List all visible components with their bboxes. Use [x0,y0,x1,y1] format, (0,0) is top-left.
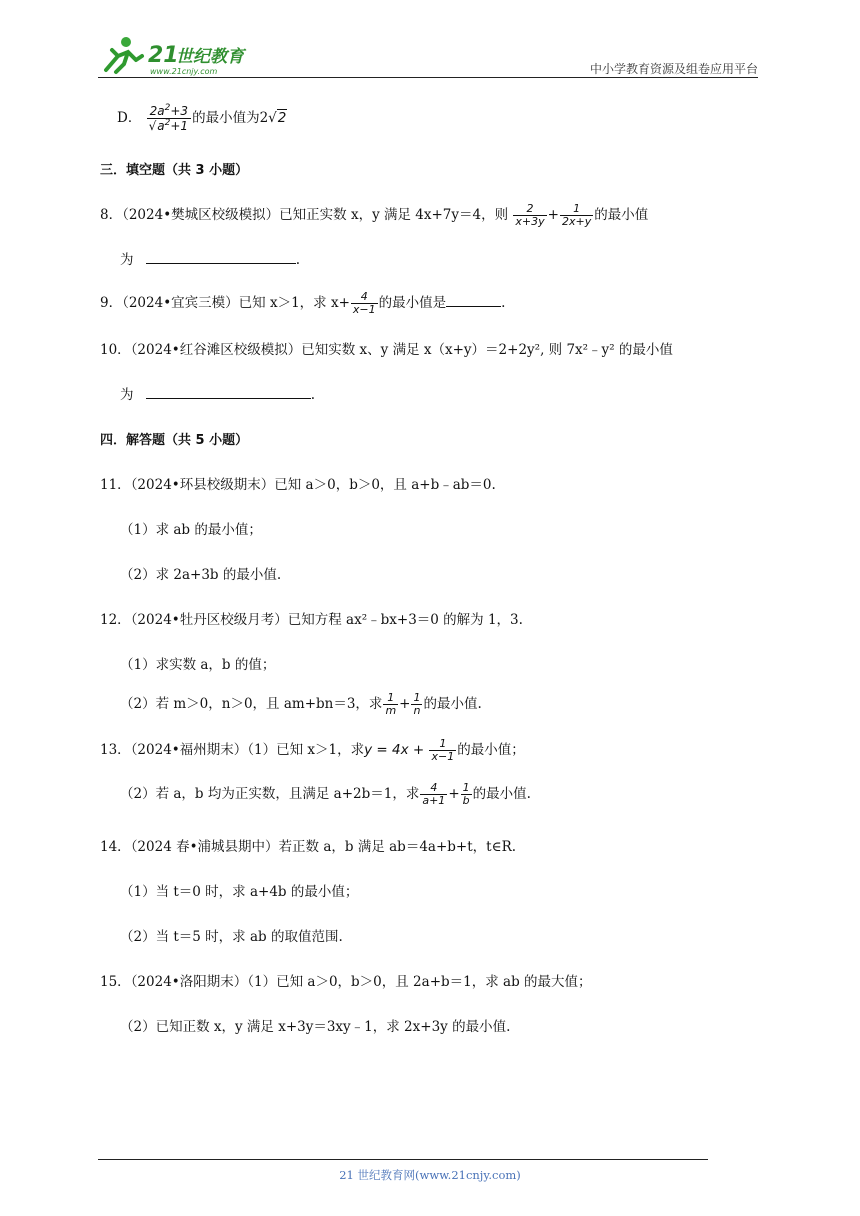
q8-text: 已知正实数 x，y 满足 4x+7y＝4，则 [279,207,509,224]
q8-answer-blank[interactable] [146,250,296,264]
q13-part-2-text: （2）若 a，b 均为正实数，且满足 a+2b＝1，求 [120,786,420,803]
question-8: 8．（2024•樊城区校级模拟）已知正实数 x，y 满足 4x+7y＝4，则 $\frac{2}{x+3y}$ + $\frac{1}{2x+y}$ 的最小值 [100,202,649,229]
q10-number: 10． [100,342,131,358]
q13-fraction: $\frac{1}{x-1}$ [431,737,455,764]
q14-source: （2024 春•浦城县期中） [130,839,279,855]
q9-fraction: $\frac{4}{x-1}$ [352,290,376,317]
q12-fraction-2: $\frac{1}{n}$ [413,691,421,718]
q9-answer-blank[interactable] [446,293,501,307]
q8-fraction-1: $\frac{2}{x+3y}$ [515,202,545,229]
question-8-line2: 为 . [120,252,301,268]
q13-part-2: （2）若 a，b 均为正实数，且满足 a+2b＝1，求 $\frac{4}{a+1}$ + $\frac{1}{b}$ 的最小值. [120,781,531,808]
q12-part-2-end: 的最小值. [423,696,482,713]
q11-part-1: （1）求 ab 的最小值； [120,522,262,538]
question-15 [100,970,592,990]
q13-fraction-3: $\frac{1}{b}$ [462,781,470,808]
question-9 [100,291,505,316]
header-platform-text: 中小学教育资源及组卷应用平台 [589,62,758,76]
section-solve-title: 四．解答题（共 5 小题） [100,433,249,448]
section-fill-blank-title: 三．填空题（共 3 小题） [100,163,249,178]
q10-source: （2024•红谷滩区校级模拟） [130,342,302,358]
option-d-label: D． [117,110,142,127]
q11-text: 已知 a＞0，b＞0，且 a+b﹣ab＝0. [274,477,496,493]
q11-number: 11． [100,477,131,493]
option-d-text: 的最小值为2 [192,110,269,127]
q12-number: 12． [100,612,131,628]
runner-logo-icon [98,34,258,78]
q13-part-2-end: 的最小值. [472,786,531,803]
q12-fraction-1: $\frac{1}{m}$ [385,691,397,718]
q8-number: 8． [100,207,123,224]
q9-source: （2024•宜宾三模） [122,295,239,312]
q15-number: 15． [100,974,131,990]
q12-part-2-text: （2）若 m＞0，n＞0，且 am+bn＝3，求 [120,696,383,713]
q10-text: 已知实数 x、y 满足 x（x+y）＝2+2y², 则 7x²﹣y² 的最小值 [301,342,673,358]
q8-text-3: 为 [120,252,134,268]
q12-text: 已知方程 ax²﹣bx+3＝0 的解为 1，3. [287,612,523,628]
q14-number: 14． [100,839,131,855]
question-14 [100,835,516,855]
q8-source: （2024•樊城区校级模拟） [122,207,280,224]
q12-part-2: （2）若 m＞0，n＞0，且 am+bn＝3，求 $\frac{1}{m}$ + $\frac{1}{n}$ 的最小值. [120,691,482,718]
q9-number: 9． [100,295,123,312]
q12-source: （2024•牡丹区校级月考） [130,612,288,628]
q13-source: （2024•福州期末） [130,742,248,759]
question-12 [100,608,523,628]
footer-link[interactable]: 21 世纪教育网(www.21cnjy.com) [339,1168,521,1182]
q12-part-1: （1）求实数 a，b 的值； [120,657,276,673]
option-d: D． $\frac{2a^2+3}{√a^2+1}$ 的最小值为2√2 [117,103,287,134]
q14-text: 若正数 a，b 满足 ab＝4a+b+t，t∈R. [278,839,517,855]
question-11 [100,473,496,493]
q13-text-2: 的最小值； [457,742,525,759]
q13-number: 13． [100,742,131,759]
svg-text:www.21cnjy.com: www.21cnjy.com [150,67,218,76]
q10-text-3: 为 [120,387,134,403]
q8-fraction-2: $\frac{1}{2x+y}$ [561,202,592,229]
q15-text: （1）已知 a＞0，b＞0，且 2a+b＝1，求 ab 的最大值； [247,974,592,990]
q9-text-2: 的最小值是 [378,295,447,312]
svg-text:世纪教育: 世纪教育 [176,47,244,67]
q13-fraction-2: $\frac{4}{a+1}$ [422,781,446,808]
q13-text: （1）已知 x＞1，求 [247,742,365,759]
q13-formula: y = 4x + [364,742,429,759]
q14-part-2: （2）当 t＝5 时，求 ab 的取值范围. [120,929,343,945]
header-divider [98,77,758,78]
footer-divider [98,1159,708,1160]
svg-text:21: 21 [148,43,179,68]
q15-part-2: （2）已知正数 x，y 满足 x+3y＝3xy﹣1，求 2x+3y 的最小值. [120,1019,511,1035]
q9-text-3: . [501,295,506,312]
question-10-line2: 为 . [120,387,316,403]
q15-source: （2024•洛阳期末） [130,974,248,990]
q10-answer-blank[interactable] [146,385,311,399]
question-13 [100,738,525,763]
option-d-fraction: $\frac{2a^2+3}{√a^2+1}$ [147,104,191,133]
q11-part-2: （2）求 2a+3b 的最小值. [120,567,282,583]
q8-text-2: 的最小值 [594,207,649,224]
question-10 [100,338,673,358]
q11-source: （2024•环县校级期末） [130,477,275,493]
site-logo [98,34,258,78]
q9-text: 已知 x＞1，求 x+ [238,295,350,312]
q14-part-1: （1）当 t＝0 时，求 a+4b 的最小值； [120,884,359,900]
